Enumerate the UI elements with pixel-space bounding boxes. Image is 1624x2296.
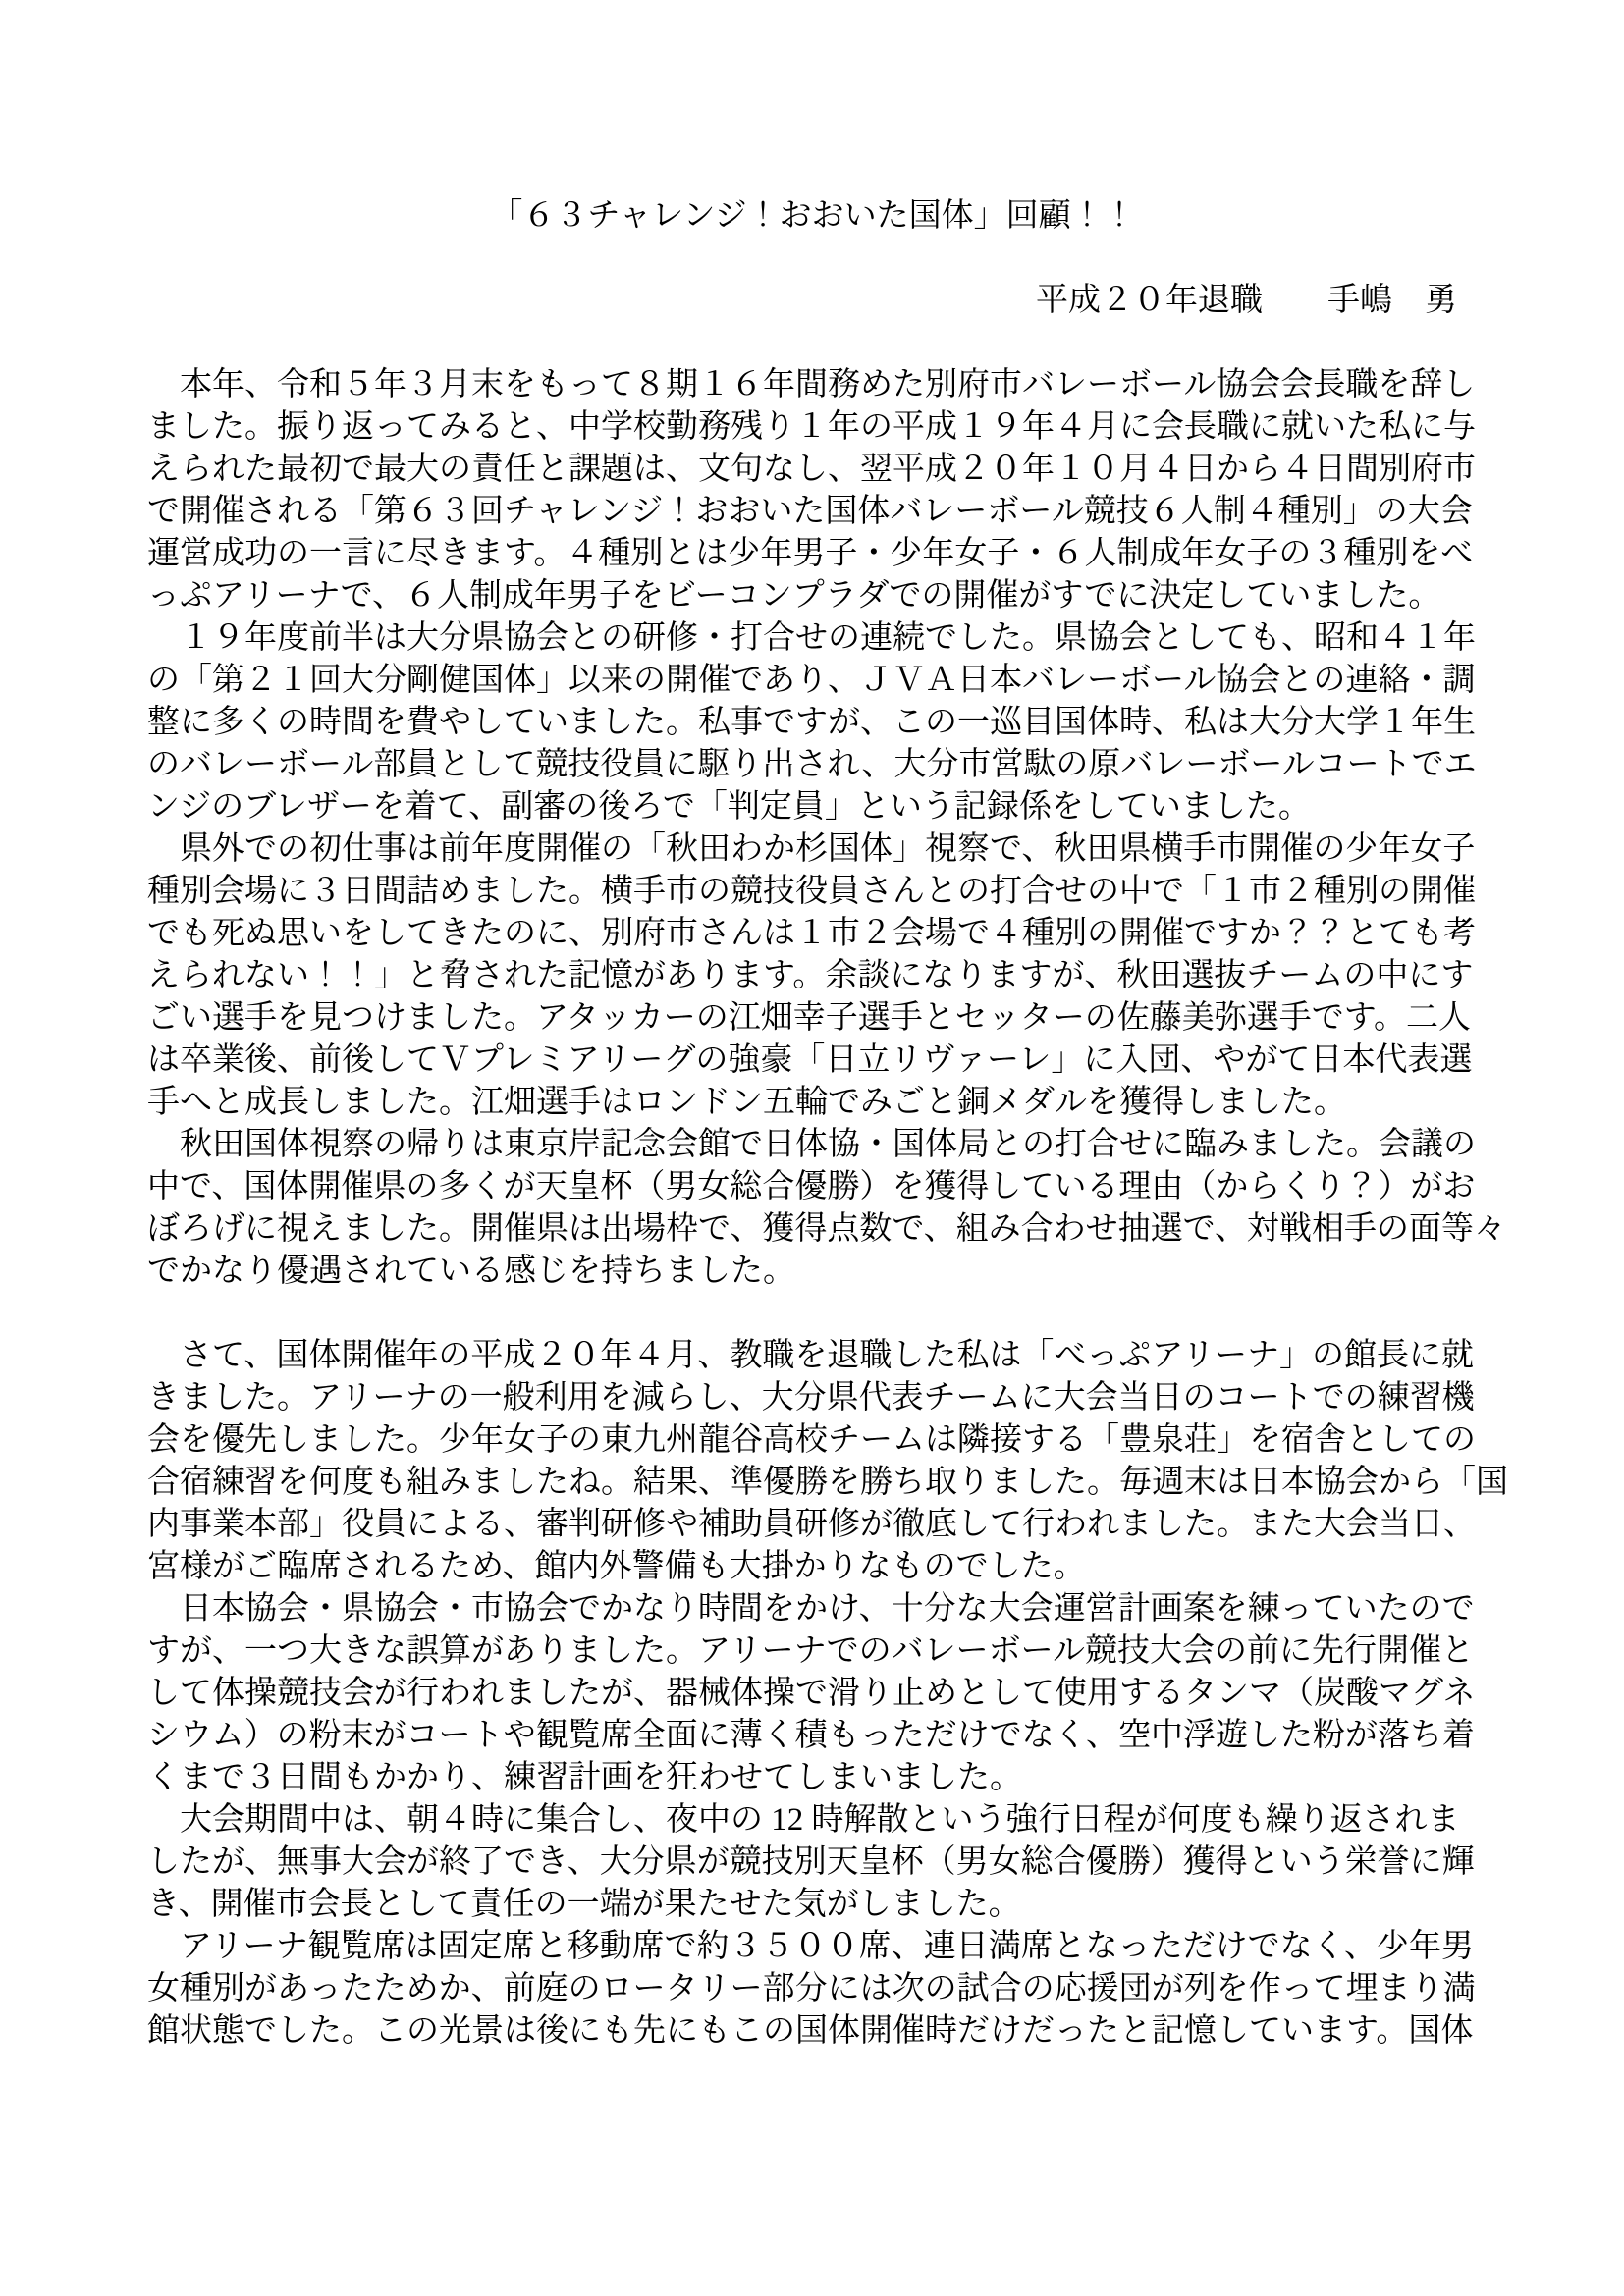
text-line: １９年度前半は大分県協会との研修・打合せの連続でした。県協会としても、昭和４１年 xyxy=(147,620,1476,656)
text-line: 県外での初仕事は前年度開催の「秋田わか杉国体」視察で、秋田県横手市開催の少年女子 xyxy=(147,831,1476,867)
spacer-line-1 xyxy=(147,238,1624,280)
blank-line xyxy=(147,1293,1624,1335)
text-line: さて、国体開催年の平成２０年４月、教職を退職した私は「べっぷアリーナ」の館長に就 xyxy=(147,1338,1475,1373)
text-line: 合宿練習を何度も組みましたね。結果、準優勝を勝ち取りました。毎週末は日本協会から「国 xyxy=(147,1465,1508,1500)
text-line: 女種別があったためか、前庭のロータリー部分には次の試合の応援団が列を作って埋まり満 xyxy=(147,1971,1476,2006)
text-line: 手へと成長しました。江畑選手はロンドン五輪でみごと銅メダルを獲得しました。 xyxy=(147,1085,1346,1120)
text-line: きました。アリーナの一般利用を減らし、大分県代表チームに大会当日のコートでの練習機 xyxy=(147,1380,1475,1415)
text-line: くまで３日間もかかり、練習計画を狂わせてしまいました。 xyxy=(147,1760,1022,1795)
text-line: っぷアリーナで、６人制成年男子をビーコンプラダでの開催がすでに決定していました。 xyxy=(147,578,1441,614)
text-line: 種別会場に３日間詰めました。横手市の競技役員さんとの打合せの中で「１市２種別の開催 xyxy=(147,874,1476,909)
text-line: して体操競技会が行われましたが、器械体操で滑り止めとして使用するタンマ（炭酸マグネ xyxy=(147,1676,1476,1711)
spacer-line-2 xyxy=(147,322,1624,364)
text-line: ンジのブレザーを着て、副審の後ろで「判定員」という記録係をしていました。 xyxy=(147,789,1311,825)
text-line: すが、一つ大きな誤算がありました。アリーナでのバレーボール競技大会の前に先行開催と xyxy=(147,1633,1475,1669)
text-line: で開催される「第６３回チャレンジ！おおいた国体バレーボール競技６人制４種別」の大会 xyxy=(147,494,1473,529)
text-line: えられない！！」と脅された記憶があります。余談になりますが、秋田選抜チームの中にす xyxy=(147,958,1474,993)
text-line: 本年、令和５年３月末をもって８期１６年間務めた別府市バレーボール協会会長職を辞し xyxy=(147,367,1476,402)
text-line: ぼろげに視えました。開催県は出場枠で、獲得点数で、組み合わせ抽選で、対戦相手の面等々 xyxy=(147,1211,1507,1247)
text-line: 秋田国体視察の帰りは東京岸記念会館で日体協・国体局との打合せに臨みました。会議の xyxy=(147,1127,1476,1162)
text-line: でも死ぬ思いをしてきたのに、別府市さんは１市２会場で４種別の開催ですか？？とても考 xyxy=(147,916,1476,951)
text-line: 中で、国体開催県の多くが天皇杯（男女総合優勝）を獲得している理由（からくり？）がお xyxy=(147,1169,1476,1204)
text-line: き、開催市会長として責任の一端が果たせた気がしました。 xyxy=(147,1887,1021,1922)
document-body xyxy=(147,364,1624,2053)
text-line: 内事業本部」役員による、審判研修や補助員研修が徹底して行われました。また大会当日、 xyxy=(147,1507,1476,1542)
text-line: でかなり優遇されている感じを持ちました。 xyxy=(147,1254,795,1289)
text-line: 館状態でした。この光景は後にも先にもこの国体開催時だけだったと記憶しています。国体 xyxy=(147,2013,1474,2049)
text-line: 運営成功の一言に尽きます。４種別とは少年男子・少年女子・６人制成年女子の３種別をべ xyxy=(147,536,1474,571)
text-line: したが、無事大会が終了でき、大分県が競技別天皇杯（男女総合優勝）獲得という栄誉に輝 xyxy=(147,1844,1475,1880)
text-line: は卒業後、前後してＶプレミアリーグの強豪「日立リヴァーレ」に入団、やがて日本代表選 xyxy=(147,1042,1473,1078)
text-line: 宮様がご臨席されるため、館内外警備も大掛かりなものでした。 xyxy=(147,1549,1086,1584)
text-line: えられた最初で最大の責任と課題は、文句なし、翌平成２０年１０月４日から４日間別府市 xyxy=(147,452,1476,487)
text-line: の「第２１回大分剛健国体」以来の開催であり、ＪＶＡ日本バレーボール協会との連絡・調 xyxy=(147,663,1476,698)
text-line: 整に多くの時間を費やしていました。私事ですが、この一巡目国体時、私は大分大学１年生 xyxy=(147,705,1476,740)
document-title: 「６３チャレンジ！おおいた国体」回顧！！ xyxy=(490,198,1136,234)
text-line: 会を優先しました。少年女子の東九州龍谷高校チームは隣接する「豊泉荘」を宿舎としての xyxy=(147,1422,1476,1458)
text-line: アリーナ観覧席は固定席と移動席で約３５００席、連日満席となっただけでなく、少年男 xyxy=(147,1929,1475,1964)
text-line: 日本協会・県協会・市協会でかなり時間をかけ、十分な大会運営計画案を練っていたので xyxy=(147,1591,1475,1627)
text-line: ました。振り返ってみると、中学校勤務残り１年の平成１９年４月に会長職に就いた私に与 xyxy=(147,409,1476,445)
text-line: のバレーボール部員として競技役員に駆り出され、大分市営駄の原バレーボールコートでエ xyxy=(147,747,1477,782)
text-line: シウム）の粉末がコートや観覧席全面に薄く積もっただけでなく、空中浮遊した粉が落ち着 xyxy=(147,1718,1476,1753)
text-line: 大会期間中は、朝４時に集合し、夜中の 12 時解散という強行日程が何度も繰り返されま xyxy=(147,1802,1460,1838)
text-line: ごい選手を見つけました。アタッカーの江畑幸子選手とセッターの佐藤美弥選手です。二人 xyxy=(147,1000,1472,1036)
document-byline: 平成２０年退職 手嶋 勇 xyxy=(1036,283,1457,318)
